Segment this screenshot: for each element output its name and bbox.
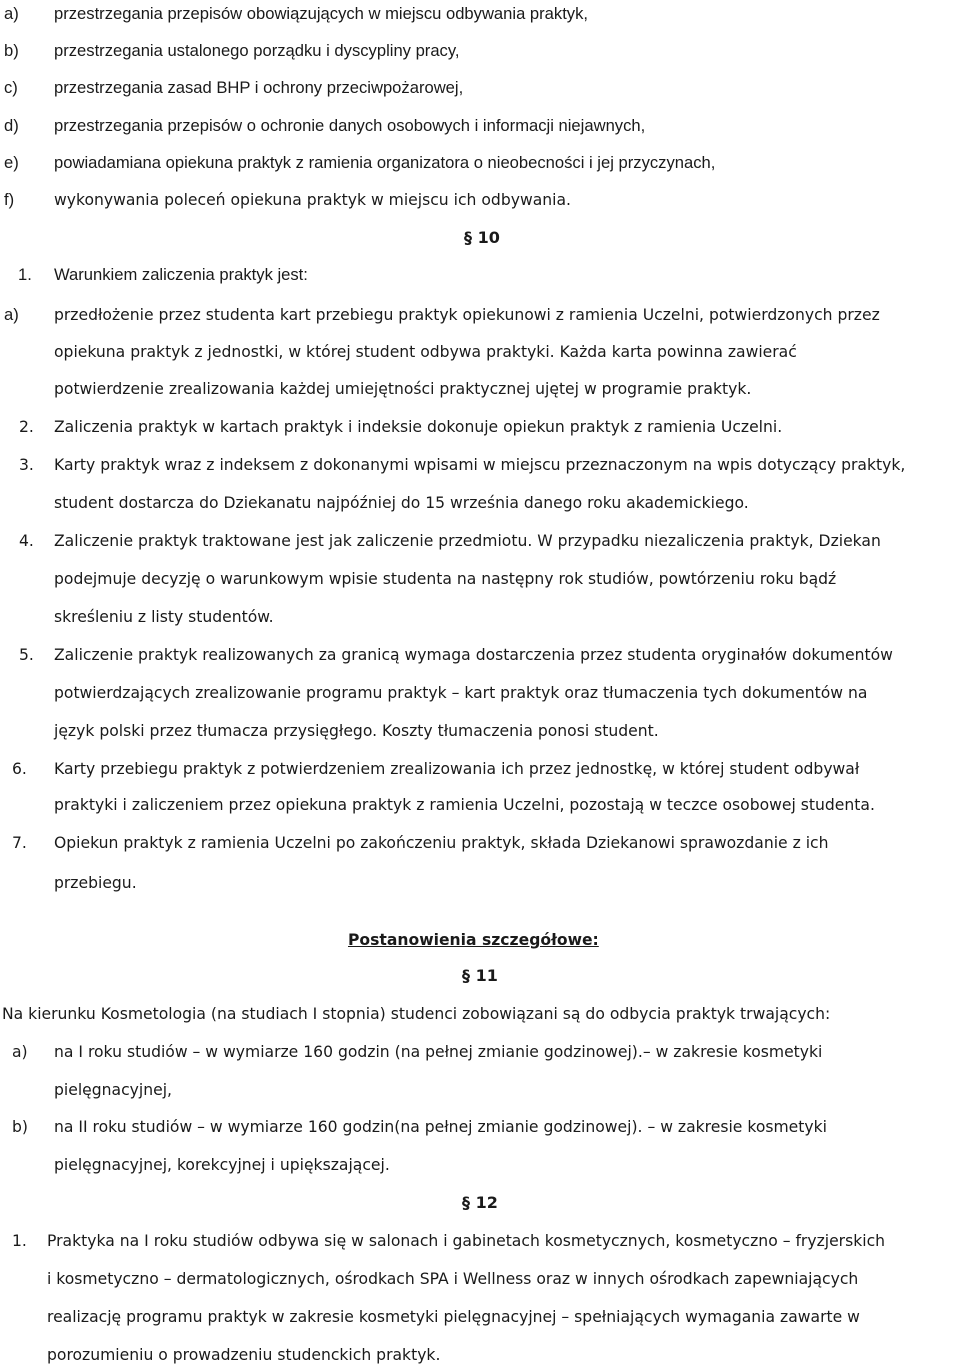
list-item-text: potwierdzenie zrealizowania każdej umiejętności praktycznej ujętej w programie praktyk. [54,380,752,398]
list-item-text: Zaliczenie praktyk realizowanych za granicą wymaga dostarczenia przez studenta oryginałów dokumentów [54,646,893,664]
section-12-heading: § 12 [462,1193,498,1212]
list-item-text: przestrzegania zasad BHP i ochrony przeciwpożarowej, [54,78,464,97]
list-item-text: student dostarcza do Dziekanatu najpóźniej do 15 września danego roku akademickiego. [54,494,749,512]
list-item-text: przebiegu. [54,874,137,892]
list-item-text: Karty praktyk wraz z indeksem z dokonanymi wpisami w miejscu przeznaczonym na wpis dotyczący praktyk, [54,456,906,474]
list-item-text: praktyki i zaliczeniem przez opiekuna praktyk z ramienia Uczelni, pozostają w teczce osobowej studenta. [54,796,875,814]
list-item-text: przestrzegania przepisów obowiązujących w miejscu odbywania praktyk, [54,4,589,23]
list-item-marker: f) [4,190,15,209]
list-item-text: pielęgnacyjnej, [54,1081,172,1099]
list-item-marker: 7. [12,834,27,852]
list-item-marker: a) [12,1043,28,1061]
list-item-marker: 3. [19,456,34,474]
list-item-marker: 4. [19,532,34,550]
list-item-text: Opiekun praktyk z ramienia Uczelni po zakończeniu praktyk, składa Dziekanowi sprawozdanie z ich [54,834,829,852]
list-item-marker: a) [4,305,19,324]
list-item-marker: b) [12,1118,28,1136]
list-item-marker: e) [4,153,19,172]
section-11-intro: Na kierunku Kosmetologia (na studiach I stopnia) studenci zobowiązani są do odbycia praktyk trwających: [2,1005,831,1023]
list-item-marker: a) [4,4,19,23]
list-item-text: na II roku studiów – w wymiarze 160 godzin(na pełnej zmianie godzinowej). – w zakresie kosmetyki [54,1118,827,1136]
list-item-marker: 2. [19,418,34,436]
list-item-text: na I roku studiów – w wymiarze 160 godzin (na pełnej zmianie godzinowej).– w zakresie kosmetyki [54,1043,823,1061]
list-item-marker: 6. [12,760,27,778]
list-item-text: przestrzegania ustalonego porządku i dyscypliny pracy, [54,41,460,60]
list-item-text: Warunkiem zaliczenia praktyk jest: [54,265,308,284]
list-item-text: Zaliczenia praktyk w kartach praktyk i indeksie dokonuje opiekun praktyk z ramienia Uczelni. [54,418,783,436]
list-item-text: język polski przez tłumacza przysięgłego. Koszty tłumaczenia ponosi student. [54,722,659,740]
list-item-text: wykonywania poleceń opiekuna praktyk w miejscu ich odbywania. [54,191,571,209]
list-item-text: przestrzegania przepisów o ochronie danych osobowych i informacji niejawnych, [54,116,646,135]
list-item-text: Zaliczenie praktyk traktowane jest jak zaliczenie przedmiotu. W przypadku niezaliczenia praktyk, Dziekan [54,532,881,550]
list-item-text: porozumieniu o prowadzeniu studenckich praktyk. [47,1346,441,1364]
list-item-marker: 1. [18,265,32,284]
list-item-text: podejmuje decyzję o warunkowym wpisie studenta na następny rok studiów, powtórzeniu roku bądź [54,570,837,588]
list-item-text: realizację programu praktyk w zakresie kosmetyki pielęgnacyjnej – spełniających wymagania zawarte w [47,1308,860,1326]
list-item-text: potwierdzających zrealizowanie programu praktyk – kart praktyk oraz tłumaczenia tych dokumentów na [54,684,868,702]
list-item-marker: 1. [12,1232,27,1250]
list-item-marker: c) [4,78,18,97]
list-item-text: opiekuna praktyk z jednostki, w której student odbywa praktyki. Każda karta powinna zawierać [54,343,797,361]
section-10-heading: § 10 [464,228,500,247]
list-item-marker: b) [4,41,19,60]
detailed-provisions-heading: Postanowienia szczegółowe: [348,931,599,949]
list-item-text: powiadamiana opiekuna praktyk z ramienia organizatora o nieobecności i jej przyczynach, [54,153,716,172]
list-item-text: Praktyka na I roku studiów odbywa się w salonach i gabinetach kosmetycznych, kosmetyczno – fryzjerskich [47,1232,886,1250]
list-item-text: przedłożenie przez studenta kart przebiegu praktyk opiekunowi z ramienia Uczelni, potwierdzonych przez [54,306,880,324]
list-item-text: Karty przebiegu praktyk z potwierdzeniem zrealizowania ich przez jednostkę, w której student odbywał [54,760,860,778]
list-item-marker: 5. [19,646,34,664]
list-item-text: pielęgnacyjnej, korekcyjnej i upiększającej. [54,1156,390,1174]
list-item-text: skreśleniu z listy studentów. [54,608,274,626]
list-item-text: i kosmetyczno – dermatologicznych, ośrodkach SPA i Wellness oraz w innych ośrodkach zapewniających [47,1270,859,1288]
section-11-heading: § 11 [462,966,498,985]
list-item-marker: d) [4,116,19,135]
